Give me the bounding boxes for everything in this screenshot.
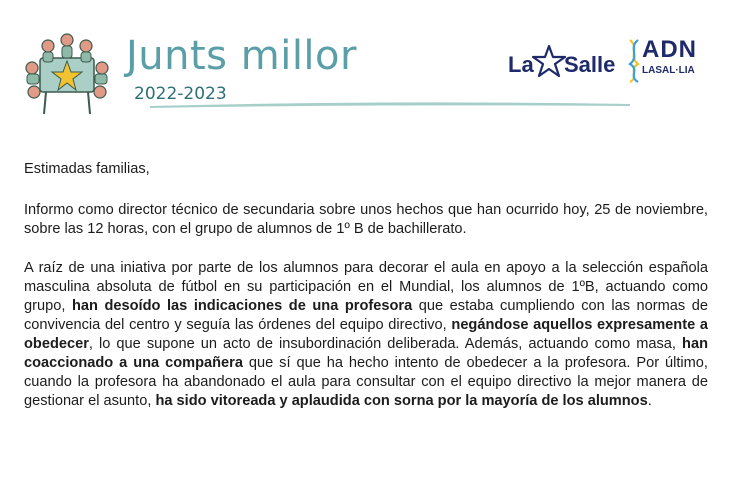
- letterhead: [0, 0, 730, 120]
- paragraph-segment-bold: han coaccionado a una compañera: [24, 336, 708, 371]
- lasalle-logo-salle: Salle: [564, 52, 616, 77]
- letter-intro-paragraph: Informo como director técnico de secundaria sobre unos hechos que han ocurrido hoy, 25 de noviembre, sobre las 12 horas, con el grupo de alumnos de 1º B de bachillerato.: [24, 202, 708, 237]
- adn-logo-subtitle: LASAL·LIA: [642, 65, 695, 76]
- paragraph-segment-bold: negándose aquellos expresamente a obedecer: [24, 317, 708, 352]
- paragraph-segment: que estaba cumpliendo con las normas de convivencia del centro y seguía las órdenes del equipo directivo,: [24, 298, 709, 333]
- paragraph-segment: .: [647, 393, 652, 409]
- paragraph-segment: que sí que ha hecho intento de obedecer a la profesora. Por último, cuando la profesora ha abandonado el aula para consultar con el equipo directivo la mejor manera de gestionar el asunto,: [24, 355, 708, 409]
- letter-main-paragraph: [24, 259, 708, 411]
- lasalle-logo-la: La: [508, 52, 534, 77]
- brand-years: 2022-2023: [134, 84, 227, 104]
- table-group-illustration-icon: [22, 28, 112, 118]
- paragraph-segment: , lo que supone un acto de insubordinación deliberada. Además, actuando como masa,: [88, 336, 683, 352]
- letter-greeting: Estimadas familias,: [24, 161, 150, 177]
- star-icon: [532, 44, 566, 78]
- lasalle-logo: [508, 42, 620, 88]
- dna-helix-icon: [626, 38, 642, 84]
- adn-logo-title: ADN: [642, 36, 697, 63]
- paragraph-segment: A raíz de una iniativa por parte de los alumnos para decorar el aula en apoyo a la selección española masculina absoluta de fútbol en su participación en el Mundial, los alumnos de 1ºB, actuando como grupo,: [24, 260, 708, 314]
- header-divider: [150, 98, 630, 110]
- letter-body: [24, 160, 708, 426]
- paragraph-segment-bold: ha sido vitoreada y aplaudida con sorna por la mayoría de los alumnos: [155, 393, 648, 409]
- brand-title: Junts millor: [126, 33, 357, 79]
- adn-logo: [626, 38, 698, 88]
- paragraph-segment-bold: han desoído las indicaciones de una profesora: [71, 298, 413, 314]
